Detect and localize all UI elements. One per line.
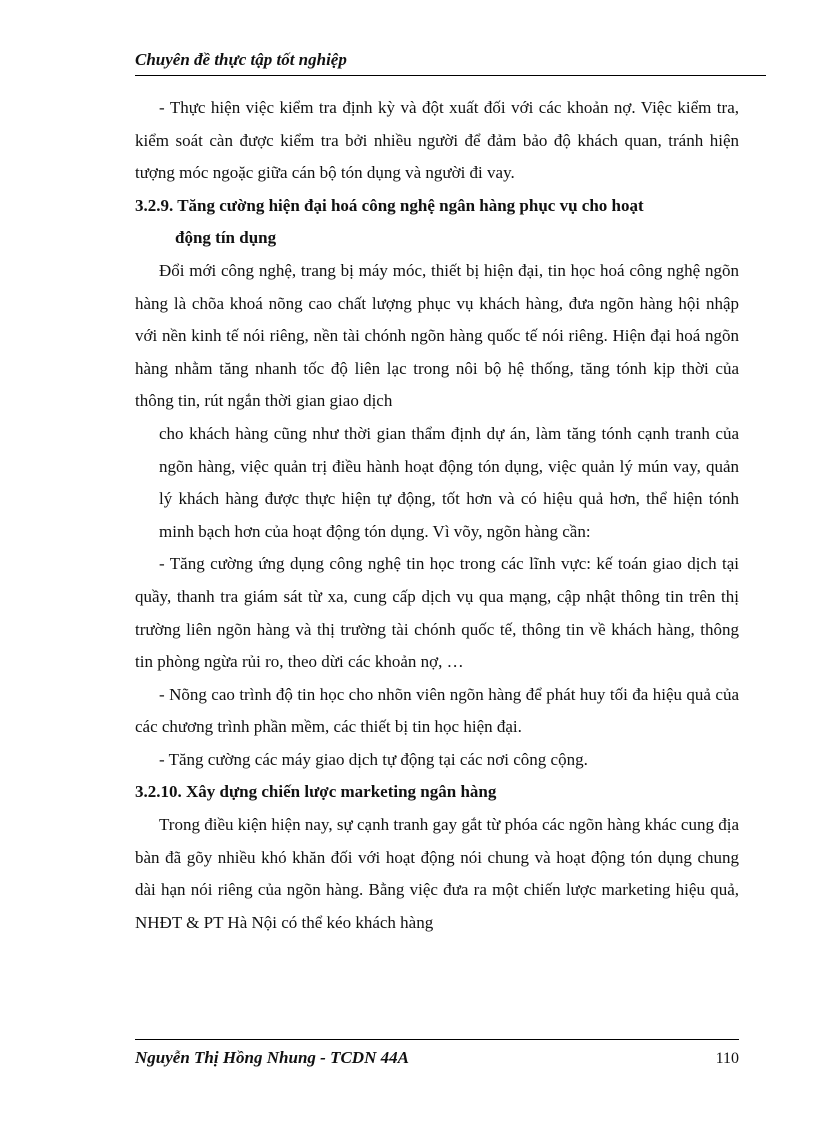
section-heading bbox=[135, 190, 739, 223]
paragraph: Đổi mới công nghệ, trang bị máy móc, thiết bị hiện đại, tin học hoá công nghệ ngõn hàng là chõa khoá nõng cao chất lượng phục vụ khách hàng, đưa ngõn hàng hội nhập với nền kinh tế nói riêng, nền tài chónh ngõn hàng quốc tế nói riêng. Hiện đại hoá ngõn hàng nhằm tăng nhanh tốc độ liên lạc trong nôi bộ hệ thống, tăng tónh kịp thời của thông tin, rút ngắn thời gian giao dịch bbox=[135, 260, 739, 411]
document-body bbox=[135, 92, 739, 939]
bullet-paragraph: - Tăng cường ứng dụng công nghệ tin học trong các lĩnh vực: kế toán giao dịch tại quầy, thanh tra giám sát từ xa, cung cấp dịch vụ qua mạng, cập nhật thông tin trên thị trường liên ngõn hàng và thị trường tài chónh quốc tế, thông tin về khách hàng, thông tin phòng ngừa rủi ro, theo dừi các khoản nợ, … bbox=[135, 554, 739, 672]
section-heading-text: 3.2.10. Xây dựng chiến lược marketing ngân hàng bbox=[135, 782, 497, 802]
paragraph: - Thực hiện việc kiểm tra định kỳ và đột xuất đối với các khoản nợ. Việc kiểm tra, kiểm soát càn được kiểm tra bởi nhiều người để đảm bảo độ khách quan, tránh hiện tượng móc ngoặc giữa cán bộ tón dụng và người đi vay. bbox=[135, 98, 739, 183]
section-heading bbox=[135, 776, 739, 809]
page-number: 110 bbox=[715, 1050, 739, 1067]
footer-author: Nguyễn Thị Hồng Nhung - TCDN 44A bbox=[135, 1048, 409, 1067]
bullet-paragraph: - Tăng cường các máy giao dịch tự động tại các nơi công cộng. bbox=[159, 749, 588, 769]
bullet-paragraph: - Nõng cao trình độ tin học cho nhõn viên ngõn hàng để phát huy tối đa hiệu quả của các chương trình phần mềm, các thiết bị tin học hiện đại. bbox=[135, 684, 739, 737]
paragraph: cho khách hàng cũng như thời gian thẩm định dự án, làm tăng tónh cạnh tranh của ngõn hàng, việc quản trị điều hành hoạt động tón dụng, việc quản lý mún vay, quản lý khách hàng được thực hiện tự động, tốt hơn và có hiệu quả hơn, thể hiện tónh minh bạch hơn của hoạt động tón dụng. Vì võy, ngõn hàng cần: bbox=[159, 423, 739, 541]
page-footer bbox=[135, 1039, 739, 1068]
document-title: Chuyên đề thực tập tốt nghiệp bbox=[135, 50, 347, 69]
section-heading-line1: 3.2.9. Tăng cường hiện đại hoá công nghệ ngân hàng phục vụ cho hoạt bbox=[135, 195, 644, 215]
section-heading-line2: động tín dụng bbox=[175, 228, 277, 248]
paragraph: Trong điều kiện hiện nay, sự cạnh tranh gay gắt từ phóa các ngõn hàng khác cung địa bàn đã gõy nhiều khó khăn đối với hoạt động nói chung và hoạt động tón dụng chung dài hạn nói riêng của ngõn hàng. Bằng việc đưa ra một chiến lược marketing hiệu quả, NHĐT & PT Hà Nội có thể kéo khách hàng bbox=[135, 815, 739, 932]
page-header bbox=[135, 50, 766, 76]
section-heading-continued bbox=[135, 222, 739, 255]
